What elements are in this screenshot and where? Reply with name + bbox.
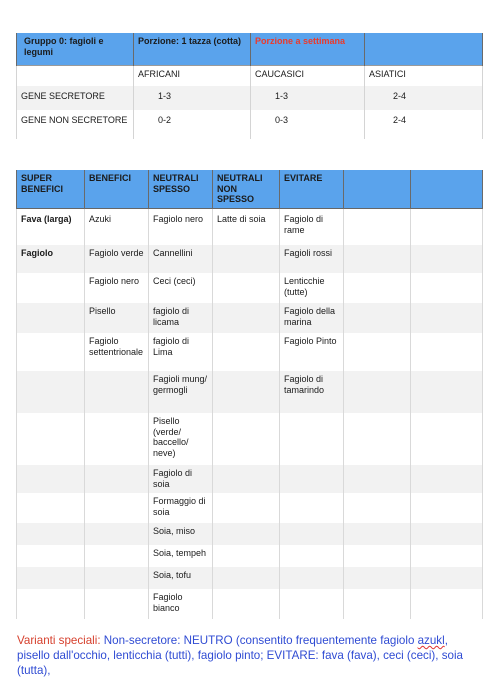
col-benefici: BENEFICI bbox=[85, 170, 149, 209]
note-text-b: , pisello dall'occhio, lenticchia (tutti), fagiolo pinto; EVITARE: fava (fava), ceci (ceci), soia (tutta), bbox=[17, 634, 463, 677]
food-row bbox=[17, 333, 483, 371]
food-cell bbox=[213, 371, 280, 413]
food-cell bbox=[213, 465, 280, 493]
food-cell: fagiolo di Lima bbox=[149, 333, 213, 371]
food-cell: Fagiolo di tamarindo bbox=[280, 371, 344, 413]
col-empty-6 bbox=[344, 170, 411, 209]
food-cell: Soia, miso bbox=[149, 523, 213, 545]
food-cell bbox=[411, 371, 483, 413]
food-cell: Fagiolo nero bbox=[149, 209, 213, 246]
food-cell bbox=[213, 303, 280, 333]
food-row bbox=[17, 523, 483, 545]
food-cell: Fagiolo nero bbox=[85, 273, 149, 303]
ethnicity-row bbox=[17, 66, 483, 87]
food-cell bbox=[344, 303, 411, 333]
food-cell bbox=[17, 303, 85, 333]
food-cell: Fagiolo di soia bbox=[149, 465, 213, 493]
food-table-header bbox=[17, 170, 483, 209]
food-cell bbox=[280, 523, 344, 545]
col-super-benefici: SUPER BENEFICI bbox=[17, 170, 85, 209]
ethnicity-empty-cell bbox=[17, 66, 134, 87]
food-cell bbox=[280, 493, 344, 523]
secretor-asian-value: 2-4 bbox=[365, 86, 483, 110]
col-evitare: EVITARE bbox=[280, 170, 344, 209]
food-cell bbox=[344, 493, 411, 523]
food-cell bbox=[213, 245, 280, 273]
food-row bbox=[17, 567, 483, 589]
food-cell bbox=[85, 493, 149, 523]
food-cell bbox=[17, 589, 85, 619]
food-cell: Pisello (verde/ baccello/ neve) bbox=[149, 413, 213, 465]
secretor-caucasian-value: 1-3 bbox=[251, 86, 365, 110]
secretor-row bbox=[17, 86, 483, 110]
food-cell: Pisello bbox=[85, 303, 149, 333]
portion-size: Porzione: 1 tazza (cotta) bbox=[134, 33, 251, 66]
food-row bbox=[17, 413, 483, 465]
food-cell bbox=[344, 567, 411, 589]
food-cell bbox=[411, 493, 483, 523]
food-cell bbox=[280, 567, 344, 589]
col-neutrali-spesso: NEUTRALI SPESSO bbox=[149, 170, 213, 209]
food-cell bbox=[411, 465, 483, 493]
food-cell bbox=[85, 523, 149, 545]
food-cell: Azuki bbox=[85, 209, 149, 246]
food-cell bbox=[411, 545, 483, 567]
food-row bbox=[17, 493, 483, 523]
portion-table bbox=[16, 33, 483, 139]
food-cell bbox=[280, 465, 344, 493]
food-row bbox=[17, 371, 483, 413]
food-cell bbox=[344, 465, 411, 493]
food-cell bbox=[213, 413, 280, 465]
food-cell: Ceci (ceci) bbox=[149, 273, 213, 303]
non-secretor-row bbox=[17, 110, 483, 139]
food-row bbox=[17, 303, 483, 333]
food-cell bbox=[17, 523, 85, 545]
food-row bbox=[17, 209, 483, 246]
food-cell bbox=[344, 371, 411, 413]
food-cell: Fagiolo bianco bbox=[149, 589, 213, 619]
note-lead: Varianti speciali: bbox=[17, 634, 101, 647]
food-cell: Fagiolo della marina bbox=[280, 303, 344, 333]
food-cell: Lenticchie (tutte) bbox=[280, 273, 344, 303]
food-cell: Fagiolo verde bbox=[85, 245, 149, 273]
food-cell bbox=[411, 523, 483, 545]
food-cell bbox=[17, 371, 85, 413]
food-cell: Fagiolo bbox=[17, 245, 85, 273]
food-cell bbox=[411, 567, 483, 589]
col-empty-7 bbox=[411, 170, 483, 209]
food-list-table bbox=[16, 170, 483, 619]
food-cell bbox=[411, 245, 483, 273]
food-cell bbox=[213, 567, 280, 589]
food-cell bbox=[85, 413, 149, 465]
food-cell bbox=[344, 589, 411, 619]
portion-table-header bbox=[17, 33, 483, 66]
food-cell bbox=[411, 209, 483, 246]
ethnicity-asian: ASIATICI bbox=[365, 66, 483, 87]
food-row bbox=[17, 245, 483, 273]
food-cell bbox=[344, 333, 411, 371]
food-cell bbox=[280, 413, 344, 465]
food-cell bbox=[280, 545, 344, 567]
food-cell bbox=[17, 333, 85, 371]
food-cell bbox=[213, 545, 280, 567]
food-cell bbox=[344, 413, 411, 465]
food-cell bbox=[85, 545, 149, 567]
secretor-label: GENE SECRETORE bbox=[17, 86, 134, 110]
food-cell bbox=[85, 589, 149, 619]
ethnicity-caucasian: CAUCASICI bbox=[251, 66, 365, 87]
header-empty-cell bbox=[365, 33, 483, 66]
food-row bbox=[17, 465, 483, 493]
food-cell: Fagioli rossi bbox=[280, 245, 344, 273]
food-cell bbox=[213, 523, 280, 545]
food-row bbox=[17, 589, 483, 619]
non-secretor-asian-value: 2-4 bbox=[365, 110, 483, 139]
weekly-portion-label: Porzione a settimana bbox=[251, 33, 365, 66]
food-cell bbox=[344, 545, 411, 567]
food-cell bbox=[85, 567, 149, 589]
food-row bbox=[17, 545, 483, 567]
food-cell bbox=[17, 545, 85, 567]
food-row bbox=[17, 273, 483, 303]
food-cell: Cannellini bbox=[149, 245, 213, 273]
food-cell bbox=[280, 589, 344, 619]
secretor-african-value: 1-3 bbox=[134, 86, 251, 110]
col-neutrali-non-spesso: NEUTRALI NON SPESSO bbox=[213, 170, 280, 209]
food-cell bbox=[17, 567, 85, 589]
food-cell: Fagiolo di rame bbox=[280, 209, 344, 246]
non-secretor-african-value: 0-2 bbox=[134, 110, 251, 139]
food-cell: Formaggio di soia bbox=[149, 493, 213, 523]
note-misspelled-word: azukl bbox=[417, 634, 445, 647]
food-cell bbox=[411, 273, 483, 303]
food-cell bbox=[85, 371, 149, 413]
food-cell bbox=[213, 273, 280, 303]
food-cell bbox=[17, 493, 85, 523]
food-cell bbox=[213, 333, 280, 371]
food-cell bbox=[213, 493, 280, 523]
food-cell: Soia, tempeh bbox=[149, 545, 213, 567]
food-cell bbox=[344, 523, 411, 545]
food-cell bbox=[17, 465, 85, 493]
food-cell bbox=[344, 245, 411, 273]
food-cell bbox=[17, 273, 85, 303]
food-cell bbox=[344, 209, 411, 246]
food-cell bbox=[85, 465, 149, 493]
food-cell bbox=[411, 589, 483, 619]
ethnicity-african: AFRICANI bbox=[134, 66, 251, 87]
food-cell bbox=[411, 333, 483, 371]
food-cell: Fagiolo settentrionale bbox=[85, 333, 149, 371]
non-secretor-label: GENE NON SECRETORE bbox=[17, 110, 134, 139]
food-cell: Fagioli mung/ germogli bbox=[149, 371, 213, 413]
food-cell: Latte di soia bbox=[213, 209, 280, 246]
food-cell bbox=[344, 273, 411, 303]
food-cell bbox=[17, 413, 85, 465]
food-cell bbox=[411, 303, 483, 333]
food-cell: Fagiolo Pinto bbox=[280, 333, 344, 371]
food-cell: fagiolo di licama bbox=[149, 303, 213, 333]
special-variants-note bbox=[17, 633, 482, 678]
food-cell: Fava (larga) bbox=[17, 209, 85, 246]
food-cell bbox=[411, 413, 483, 465]
food-cell: Soia, tofu bbox=[149, 567, 213, 589]
food-cell bbox=[213, 589, 280, 619]
note-text-a: Non-secretore: NEUTRO (consentito frequentemente fagiolo bbox=[100, 634, 418, 647]
non-secretor-caucasian-value: 0-3 bbox=[251, 110, 365, 139]
group-title: Gruppo 0: fagioli e legumi bbox=[17, 33, 134, 66]
